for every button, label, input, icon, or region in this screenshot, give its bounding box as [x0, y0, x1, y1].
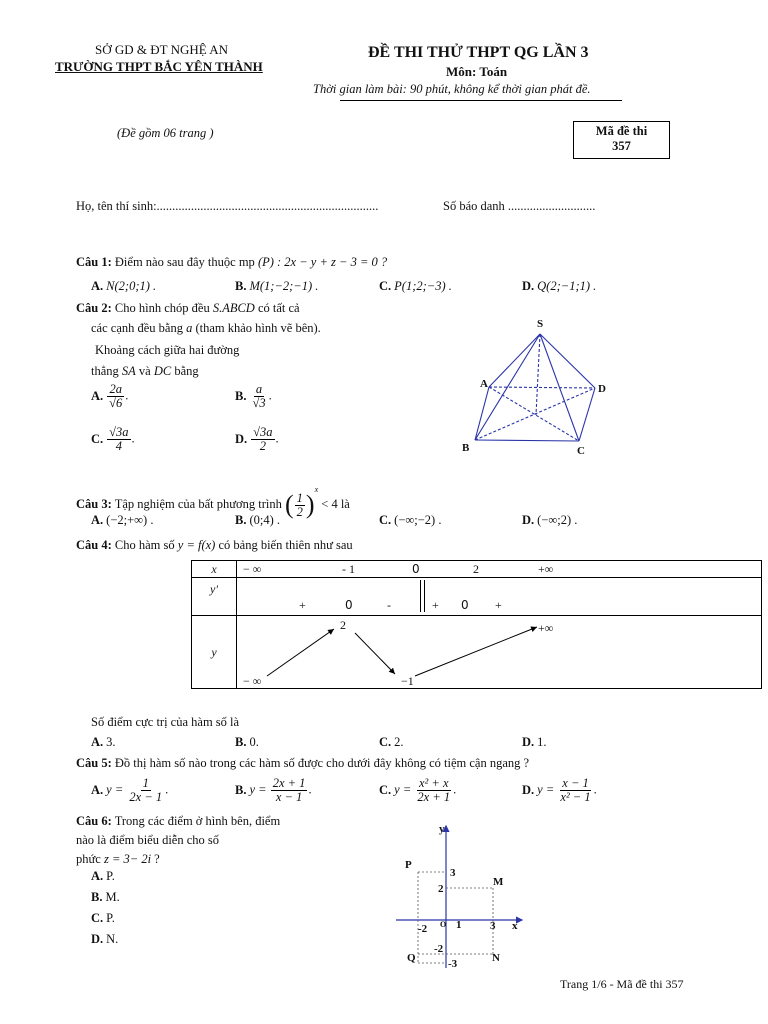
pages-note: (Đề gồm 06 trang ) — [117, 126, 214, 140]
q2-option-d: D. $\frac{√3a}{2}$ . — [235, 425, 279, 454]
bbt-x-2: 0 — [412, 562, 420, 576]
q6-line3-math: z = 3− 2i — [103, 852, 152, 866]
q6-option-d-text: N. — [106, 932, 119, 946]
bbt-yp-0: + — [299, 598, 306, 612]
q4-question: Số điểm cực trị của hàm số là — [91, 715, 240, 729]
q5-option-d: D. y = $\frac{x - 1}{\text{x² − 1}}$ . — [522, 776, 597, 805]
q3-option-d-text: (−∞;2) . — [537, 513, 578, 527]
bbt-y-row — [237, 616, 762, 689]
candidate-id-field: Số báo danh ............................ — [443, 199, 596, 213]
tick-y-3: 3 — [450, 867, 456, 879]
q2-line4-sa: SA — [121, 364, 136, 378]
q5-option-b: B. y = $\frac{2x + 1}{x - 1}$ . — [235, 776, 312, 805]
q6-option-a-text: P. — [106, 869, 115, 883]
q4-label: Câu 4: — [76, 538, 112, 552]
q6-option-d: D. N. — [91, 932, 119, 946]
q2-d-num: √3a — [253, 425, 273, 439]
point-q: Q — [407, 952, 416, 964]
exam-code-label: Mã đề thi — [595, 124, 648, 138]
q6-line-3 — [76, 852, 160, 867]
q2-line-4 — [91, 364, 199, 379]
bbt-arrows — [237, 616, 764, 689]
q6-line-2: nào là điểm biểu diễn cho số — [76, 833, 220, 847]
vertex-a: A — [480, 378, 488, 390]
subject: Môn: Toán — [446, 64, 508, 79]
q5-d-pre: y = — [537, 782, 555, 797]
bbt-double-bar — [420, 580, 425, 612]
q2-line2-math: a — [186, 321, 193, 335]
q2-line1-text: Cho hình chóp đều — [114, 301, 210, 315]
q6-option-c-text: P. — [106, 911, 115, 925]
q1-option-c-text: P(1;2;−3) . — [394, 279, 452, 293]
q3-text: Tập nghiệm của bất phương trình — [114, 497, 282, 511]
header-underline — [340, 100, 622, 101]
q5-option-c: C. y = $\frac{\text{x² + x}}{2x + 1}$ . — [379, 776, 457, 805]
vertex-s: S — [537, 318, 544, 330]
q2-label: Câu 2: — [76, 301, 112, 315]
bbt-x-4: +∞ — [538, 562, 554, 576]
q5-c-den: 2x + 1 — [417, 790, 451, 805]
q2-line4-a: thẳng — [91, 364, 119, 378]
bbt-yprime-label: y' — [192, 578, 237, 616]
q6-label: Câu 6: — [76, 814, 112, 828]
q5-label: Câu 5: — [76, 756, 112, 770]
q2-line2-tail: (tham khảo hình vẽ bên). — [195, 321, 321, 335]
q6-option-a: A. P. — [91, 869, 115, 883]
q1-text: Điểm nào sau đây thuộc mp — [114, 255, 255, 269]
q3-option-c: C. (−∞;−2) . — [379, 513, 442, 527]
q1-option-d: D. Q(2;−1;1) . — [522, 279, 597, 293]
q1-option-a-text: N(2;0;1) . — [106, 279, 157, 293]
q1-label: Câu 1: — [76, 255, 112, 269]
pyramid-figure — [460, 312, 620, 462]
question-1 — [76, 255, 387, 270]
q4-option-a: A. 3. — [91, 735, 116, 749]
q4-math: y = f(x) — [177, 538, 216, 552]
q2-a-den: √6 — [109, 396, 123, 411]
q4-option-b-text: 0. — [249, 735, 259, 749]
q1-option-d-text: Q(2;−1;1) . — [537, 279, 597, 293]
q4-option-d-text: 1. — [537, 735, 547, 749]
bbt-x-row — [237, 561, 762, 578]
vertex-c: C — [577, 445, 585, 457]
tick-x-1: 1 — [456, 919, 462, 931]
q3-option-a: A. (−2;+∞) . — [91, 513, 154, 527]
q5-b-pre: y = — [249, 782, 267, 797]
bbt-yprime-row — [237, 578, 762, 616]
bbt-x-label: x — [192, 561, 237, 578]
vertex-b: B — [462, 442, 470, 454]
q5-d-num: x − 1 — [562, 776, 589, 790]
q1-math: (P) : 2x − y + z − 3 = 0 ? — [257, 255, 388, 269]
bbt-y-label: y — [192, 616, 237, 689]
q3-option-c-text: (−∞;−2) . — [394, 513, 442, 527]
q2-line2-text: các cạnh đều bằng — [91, 321, 183, 335]
bbt-x-0: − ∞ — [243, 562, 262, 576]
duration: Thời gian làm bài: 90 phút, không kể thời gian phát đề. — [313, 82, 591, 96]
q5-c-num: x² + x — [418, 776, 449, 790]
q5-b-num: 2x + 1 — [272, 776, 306, 790]
q3-frac-den: 2 — [296, 504, 303, 519]
tick-y-neg2: -2 — [434, 943, 444, 955]
q4-option-a-text: 3. — [106, 735, 116, 749]
origin-label: O — [440, 920, 447, 929]
q6-option-c: C. P. — [91, 911, 115, 925]
bbt-y-minusinf: − ∞ — [243, 674, 262, 688]
question-3: Câu 3: Tập nghiệm của bất phương trình ( $\frac{1}{2}$ )$^x$ < 4 là — [76, 485, 350, 520]
bbt-x-1: - 1 — [342, 562, 355, 576]
bbt-yp-4: 0 — [461, 598, 469, 612]
q1-option-a: A. N(2;0;1) . — [91, 279, 157, 293]
bbt-y-max: 2 — [340, 618, 346, 632]
department: SỞ GD & ĐT NGHỆ AN — [95, 42, 229, 57]
q4-option-d: D. 1. — [522, 735, 547, 749]
bbt-x-3: 2 — [473, 562, 479, 576]
question-5 — [76, 756, 529, 771]
school-name: TRƯỜNG THPT BẮC YÊN THÀNH — [55, 59, 263, 74]
q4-tail: có bảng biến thiên như sau — [218, 538, 353, 552]
tick-y-2: 2 — [438, 883, 444, 895]
q2-line-2 — [91, 321, 321, 336]
vertex-d: D — [598, 383, 606, 395]
q3-option-d: D. (−∞;2) . — [522, 513, 578, 527]
q5-b-den: x − 1 — [275, 790, 303, 805]
q6-line3-text: phức — [76, 852, 101, 866]
complex-plane-figure — [390, 818, 530, 974]
q3-option-a-text: (−2;+∞) . — [106, 513, 154, 527]
q3-frac-num: 1 — [296, 490, 303, 505]
q2-option-c: C. $\frac{√3a}{4}$ . — [91, 425, 135, 454]
tick-x-3: 3 — [490, 920, 496, 932]
q3-option-b-text: (0;4) . — [249, 513, 281, 527]
bbt-yp-2: - — [387, 598, 391, 612]
q2-line4-b: và — [138, 364, 151, 378]
q3-option-b: B. (0;4) . — [235, 513, 281, 527]
q2-c-num: √3a — [109, 425, 129, 439]
q4-option-c: C. 2. — [379, 735, 404, 749]
q2-option-a: A. $\frac{2a}{√6}$ . — [91, 382, 129, 411]
q5-option-a: A. y = $\frac{1}{2x - 1}$ . — [91, 776, 169, 805]
q4-text: Cho hàm số — [114, 538, 175, 552]
q2-b-den: √3 — [252, 396, 266, 411]
question-4 — [76, 538, 353, 553]
bbt-yp-1: 0 — [345, 598, 353, 612]
q5-a-num: 1 — [142, 776, 149, 790]
q5-a-pre: y = — [106, 782, 124, 797]
q2-option-b: B. $\frac{a}{√3}$ . — [235, 382, 272, 411]
q2-line4-dc: DC — [153, 364, 172, 378]
q6-option-b-text: M. — [105, 890, 120, 904]
q3-tail: < 4 là — [321, 497, 350, 511]
bbt-yp-3: + — [432, 598, 439, 612]
q5-c-pre: y = — [394, 782, 412, 797]
q2-c-den: 4 — [115, 439, 122, 454]
q6-line1: Trong các điểm ở hình bên, điểm — [114, 814, 281, 828]
q1-option-c: C. P(1;2;−3) . — [379, 279, 452, 293]
point-n: N — [492, 952, 500, 964]
q5-d-den: x² − 1 — [560, 790, 591, 805]
q2-line-3: Khoảng cách giữa hai đường — [95, 343, 240, 357]
exam-code-box — [573, 121, 670, 159]
q2-d-den: 2 — [259, 439, 266, 454]
bbt-yp-5: + — [495, 598, 502, 612]
tick-y-neg3: -3 — [448, 958, 458, 970]
q3-label: Câu 3: — [76, 497, 112, 511]
q6-line-1 — [76, 814, 280, 829]
q2-b-num: a — [255, 382, 263, 396]
q2-line1-math: S.ABCD — [212, 301, 255, 315]
page-footer: Trang 1/6 - Mã đề thi 357 — [560, 977, 684, 991]
variation-table — [191, 560, 762, 689]
q1-option-b-text: M(1;−2;−1) . — [249, 279, 319, 293]
q6-line3-tail: ? — [154, 852, 160, 866]
axis-x-label: x — [512, 920, 518, 932]
exam-code-value: 357 — [612, 139, 631, 153]
tick-x-neg2: -2 — [418, 923, 428, 935]
point-m: M — [493, 876, 504, 888]
candidate-name-field: Họ, tên thí sinh:....................................................................... — [76, 199, 379, 213]
q2-line1-tail: có tất cả — [257, 301, 300, 315]
q3-exp: x — [314, 485, 319, 494]
q6-option-b: B. M. — [91, 890, 120, 904]
q1-option-b: B. M(1;−2;−1) . — [235, 279, 319, 293]
bbt-y-plusinf: +∞ — [538, 621, 554, 635]
axis-y-label: y — [439, 823, 445, 835]
q5-a-den: 2x − 1 — [129, 790, 163, 805]
bbt-y-min: −1 — [401, 674, 414, 688]
q4-option-b: B. 0. — [235, 735, 259, 749]
point-p: P — [405, 859, 412, 871]
q2-a-num: 2a — [109, 382, 122, 396]
q4-option-c-text: 2. — [394, 735, 404, 749]
q2-line-1 — [76, 301, 300, 316]
q5-text: Đồ thị hàm số nào trong các hàm số được cho dưới đây không có tiệm cận ngang ? — [114, 756, 530, 770]
exam-title: ĐỀ THI THỬ THPT QG LẦN 3 — [368, 44, 589, 61]
q2-line4-c: bằng — [174, 364, 199, 378]
